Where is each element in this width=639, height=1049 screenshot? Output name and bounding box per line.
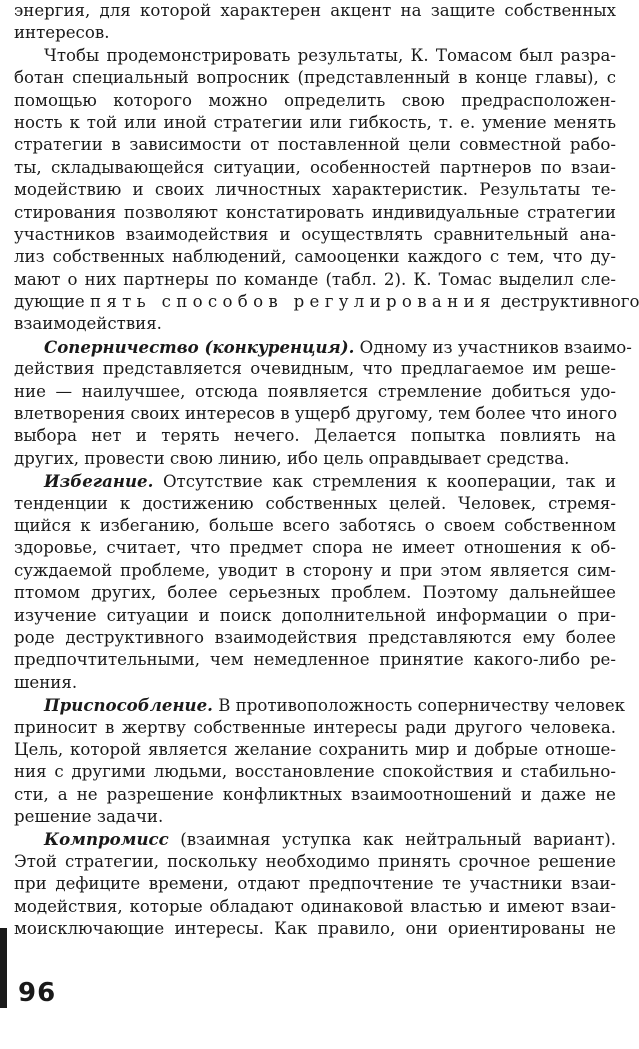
- text-line: щийся к избеганию, больше всего заботясь о своем собственном: [14, 515, 616, 535]
- text-line: энергия, для которой характерен акцент на защите собственных: [14, 1, 616, 20]
- paragraph: [14, 0, 616, 45]
- text-line: действия представляется очевидным, что предлагаемое им реше-: [14, 359, 616, 379]
- strategy-term: Приспособление.: [44, 695, 213, 716]
- strategy-term: Компромисс: [44, 829, 169, 850]
- text-line: стирования позволяют констатировать индивидуальные стратегии: [14, 202, 616, 222]
- text-line: помощью которого можно определить свою предрасположен-: [14, 90, 616, 110]
- paragraph: [14, 694, 626, 828]
- text-line: участников взаимодействия и осуществлять сравнительный ана-: [14, 224, 616, 244]
- text-line: Чтобы продемонстрировать результаты, К. Томасом был разра-: [44, 45, 616, 65]
- text-line: птомом других, более серьезных проблем. Поэтому дальнейшее: [14, 583, 616, 603]
- strategy-term: Избегание.: [44, 471, 154, 492]
- text-line: модействия, которые обладают одинаковой властью и имеют взаи-: [14, 896, 616, 916]
- text-line: мают о них партнеры по команде (табл. 2). К. Томас выделил сле-: [14, 269, 616, 289]
- page-text: [14, 0, 639, 940]
- text-line: модействию и своих личностных характеристик. Результаты те-: [14, 180, 616, 200]
- text-line: ботан специальный вопросник (представленный в конце главы), с: [14, 68, 616, 88]
- page-number: 96: [18, 978, 57, 1008]
- text-line: других, провести свою линию, ибо цель оправдывает средства.: [14, 448, 570, 468]
- text-line: суждаемой проблеме, уводит в сторону и при этом является сим-: [14, 560, 616, 580]
- text-line: приносит в жертву собственные интересы ради другого человека.: [14, 717, 616, 737]
- text-line: предпочтительными, чем немедленное принятие какого-либо ре-: [14, 650, 616, 670]
- margin-bar: [0, 928, 7, 1008]
- text-line: [14, 291, 639, 313]
- text-line: выбора нет и терять нечего. Делается попытка повлиять на: [14, 426, 616, 446]
- text-line: [14, 694, 626, 716]
- text-line: ты, складывающейся ситуации, особенностей партнеров по взаи-: [14, 157, 616, 177]
- paragraph: [14, 828, 616, 940]
- text-line: решение задачи.: [14, 807, 164, 827]
- text-line: изучение ситуации и поиск дополнительной информации о при-: [14, 605, 616, 625]
- text-line: здоровье, считает, что предмет спора не имеет отношения к об-: [14, 538, 616, 558]
- text-line: ние — наилучшее, отсюда появляется стремление добиться удо-: [14, 381, 616, 401]
- text-line: тенденции к достижению собственных целей. Человек, стремя-: [14, 493, 616, 513]
- text-line: Этой стратегии, поскольку необходимо принять срочное решение: [14, 851, 616, 871]
- paragraph: [14, 470, 616, 694]
- strategy-term: Соперничество (конкуренция).: [44, 336, 355, 357]
- text-line: [14, 336, 632, 358]
- text-fragment: деструктивного: [495, 292, 639, 312]
- text-line: [14, 828, 616, 850]
- text-fragment: (взаимная уступка как нейтральный вариант).: [168, 830, 616, 850]
- text-line: Цель, которой является желание сохранить мир и добрые отноше-: [14, 739, 616, 759]
- text-fragment: В противоположность соперничеству человек: [212, 696, 626, 716]
- text-line: при дефиците времени, отдают предпочтение те участники взаи-: [14, 874, 616, 894]
- text-line: [14, 470, 616, 492]
- text-line: ния с другими людьми, восстановление спокойствия и стабильно-: [14, 762, 616, 782]
- text-fragment: дующие: [14, 292, 91, 312]
- text-line: взаимодействия.: [14, 314, 162, 334]
- spaced-emphasis: пять способов регулирования: [90, 292, 496, 312]
- text-line: интересов.: [14, 23, 110, 43]
- text-line: сти, а не разрешение конфликтных взаимоотношений и даже не: [14, 784, 616, 804]
- paragraph: [14, 336, 632, 470]
- paragraph: [14, 45, 639, 336]
- text-line: стратегии в зависимости от поставленной цели совместной рабо-: [14, 135, 616, 155]
- text-line: шения.: [14, 672, 78, 692]
- text-line: ность к той или иной стратегии или гибкость, т. е. умение менять: [14, 112, 616, 132]
- text-fragment: Отсутствие как стремления к кооперации, так и: [153, 472, 616, 492]
- text-line: лиз собственных наблюдений, самооценки каждого с тем, что ду-: [14, 247, 616, 267]
- text-line: моисключающие интересы. Как правило, они ориентированы не: [14, 919, 616, 939]
- text-line: роде деструктивного взаимодействия представляются ему более: [14, 627, 616, 647]
- text-line: влетворения своих интересов в ущерб другому, тем более что иного: [14, 404, 618, 424]
- text-fragment: Одному из участников взаимо-: [354, 337, 632, 357]
